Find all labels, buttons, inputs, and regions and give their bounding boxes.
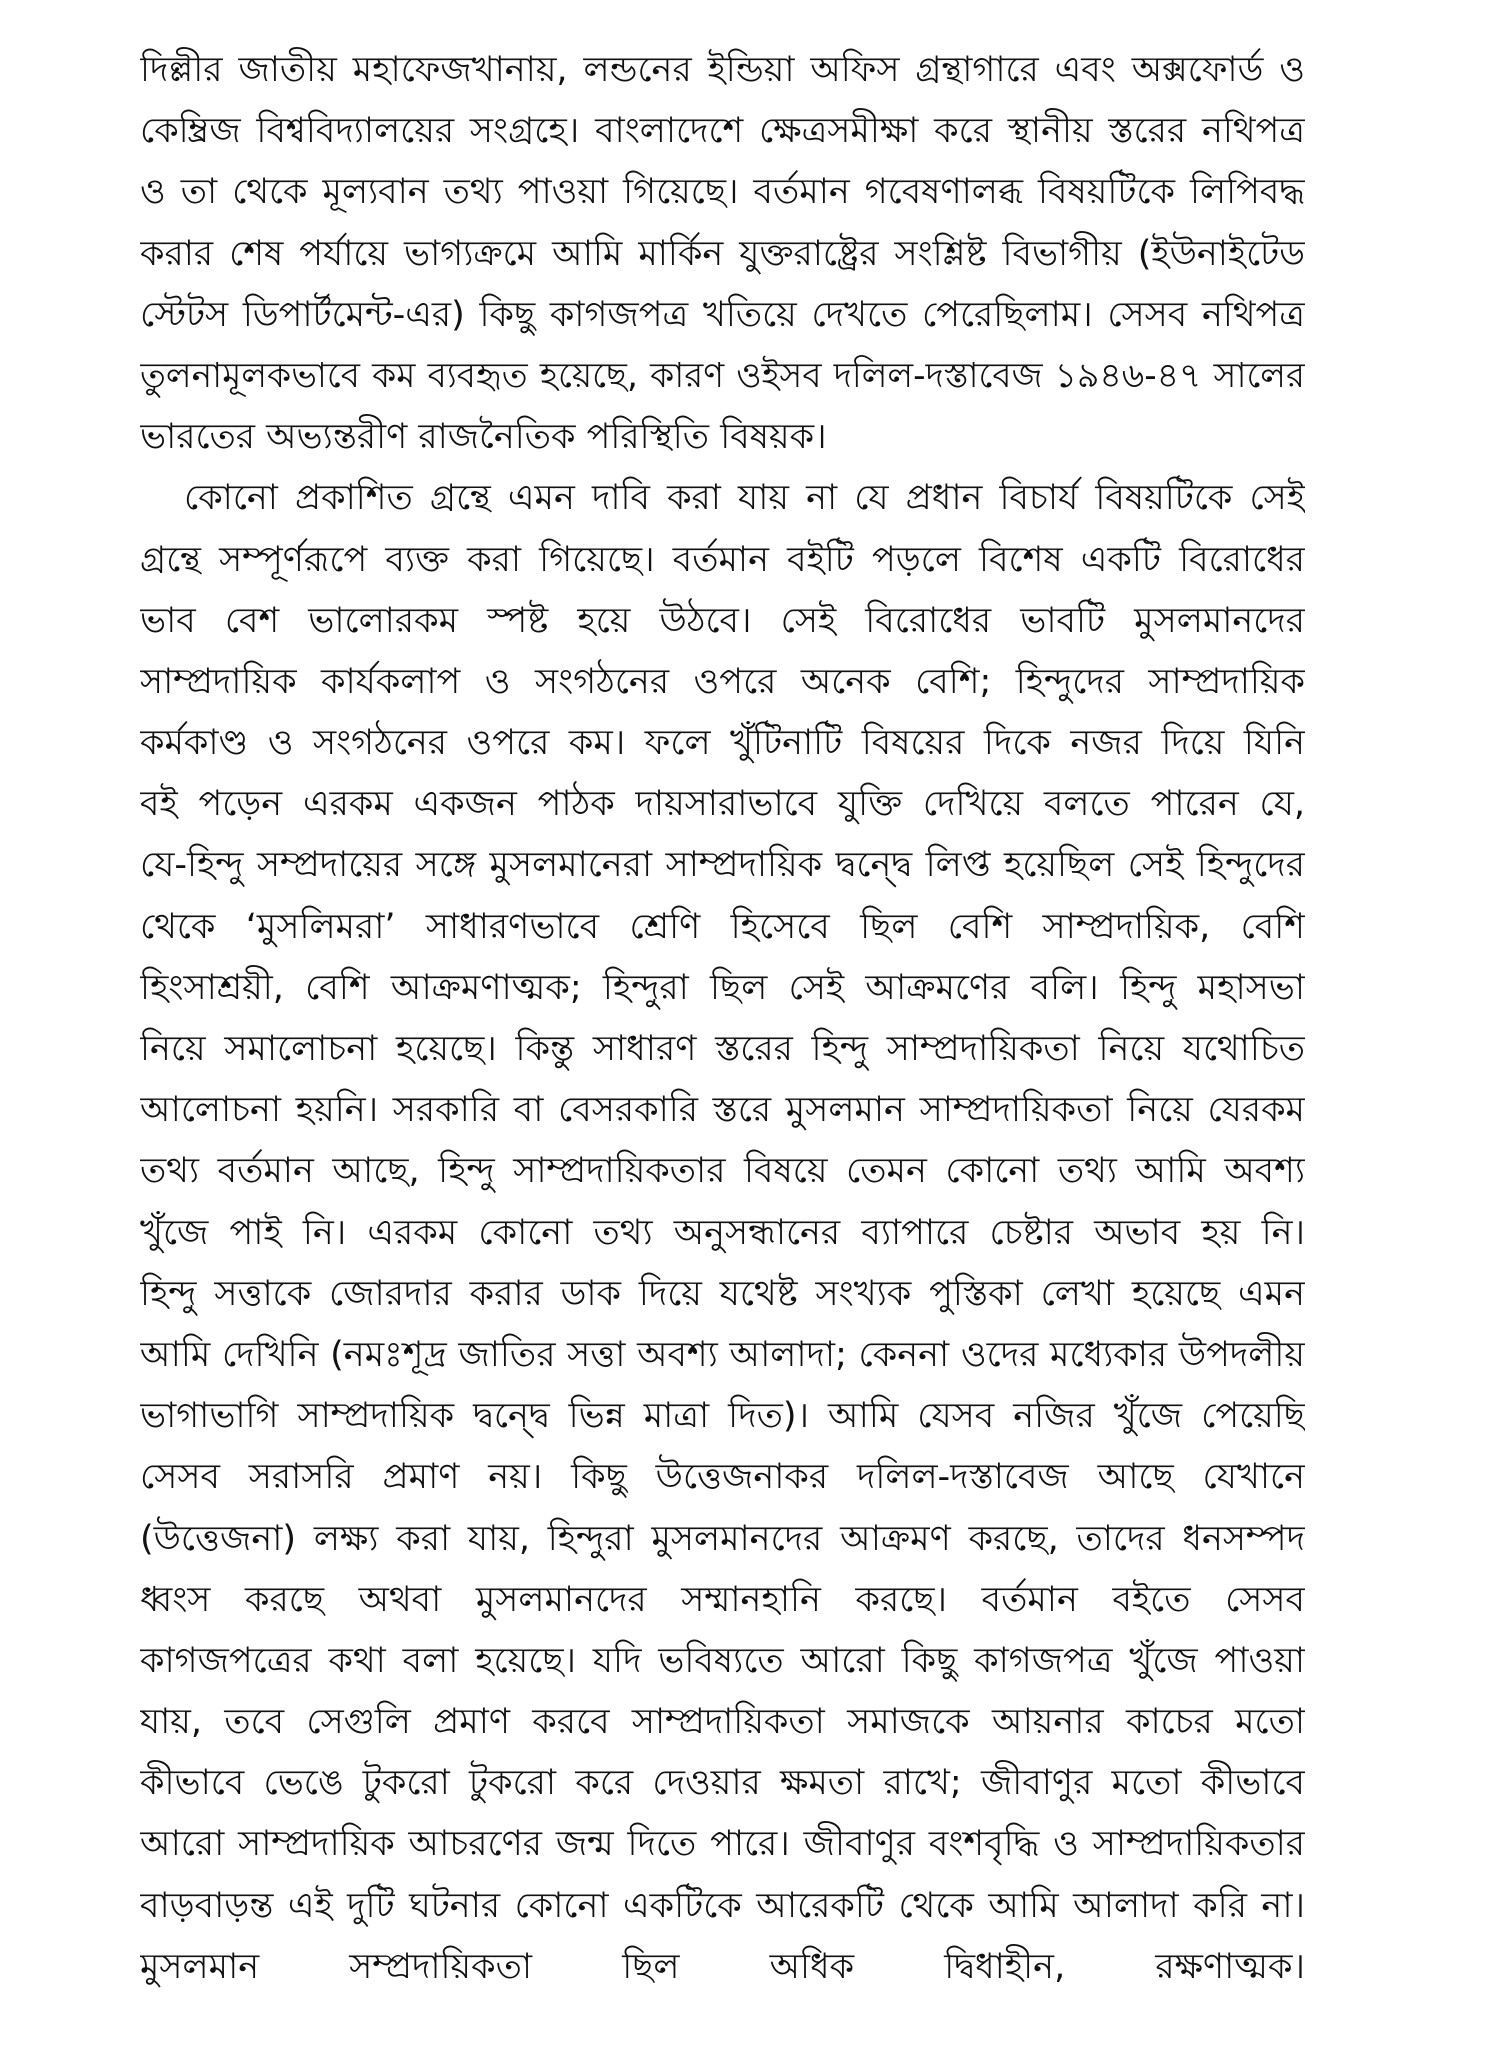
- text-line: গ্রন্থে সম্পূর্ণরূপে ব্যক্ত করা গিয়েছে। বর্তমান বইটি পড়লে বিশেষ একটি বিরোধের: [140, 539, 1305, 580]
- text-line: কেম্ব্রিজ বিশ্ববিদ্যালয়ের সংগ্রহে। বাংলাদেশে ক্ষেত্রসমীক্ষা করে স্থানীয় স্তরের নথিপত্র: [140, 111, 1305, 152]
- text-line: হিন্দু সত্তাকে জোরদার করার ডাক দিয়ে যথেষ্ট সংখ্যক পুস্তিকা লেখা হয়েছে এমন: [140, 1273, 1305, 1314]
- text-line: নিয়ে সমালোচনা হয়েছে। কিন্তু সাধারণ স্তরের হিন্দু সাম্প্রদায়িকতা নিয়ে যথোচিত: [140, 1029, 1305, 1069]
- text-line: যায়, তবে সেগুলি প্রমাণ করবে সাম্প্রদায়িকতা সমাজকে আয়নার কাচের মতো: [140, 1702, 1305, 1743]
- text-line: সেসব সরাসরি প্রমাণ নয়। কিছু উত্তেজনাকর দলিল-দস্তাবেজ আছে যেখানে: [140, 1457, 1305, 1498]
- text-line: দিল্লীর জাতীয় মহাফেজখানায়, লন্ডনের ইন্ডিয়া অফিস গ্রন্থাগারে এবং অক্সফোর্ড ও: [140, 50, 1305, 90]
- text-line: তথ্য বর্তমান আছে, হিন্দু সাম্প্রদায়িকতার বিষয়ে তেমন কোনো তথ্য আমি অবশ্য: [140, 1151, 1305, 1192]
- text-line: আমি দেখিনি (নমঃশূদ্র জাতির সত্তা অবশ্য আলাদা; কেননা ওদের মধ্যেকার উপদলীয়: [140, 1334, 1305, 1375]
- text-line: স্টেটস ডিপার্টমেন্ট-এর) কিছু কাগজপত্র খতিয়ে দেখতে পেরেছিলাম। সেসব নথিপত্র: [140, 294, 1305, 335]
- text-line: বই পড়েন এরকম একজন পাঠক দায়সারাভাবে যুক্তি দেখিয়ে বলতে পারেন যে,: [140, 784, 1305, 825]
- text-line: ভারতের অভ্যন্তরীণ রাজনৈতিক পরিস্থিতি বিষয়ক।: [140, 417, 827, 458]
- text-line: আরো সাম্প্রদায়িক আচরণের জন্ম দিতে পারে। জীবাণুর বংশবৃদ্ধি ও সাম্প্রদায়িকতার: [140, 1824, 1305, 1865]
- paragraph-2: [140, 468, 1305, 2059]
- body-text: [140, 40, 1305, 2059]
- paragraph-1: [140, 40, 1305, 468]
- text-line: থেকে ‘মুসলিমরা’ সাধারণভাবে শ্রেণি হিসেবে ছিল বেশি সাম্প্রদায়িক, বেশি: [140, 906, 1305, 947]
- text-line: [140, 1998, 1305, 2059]
- text-line: হিংসাশ্রয়ী, বেশি আক্রমণাত্মক; হিন্দুরা ছিল সেই আক্রমণের বলি। হিন্দু মহাসভা: [140, 967, 1305, 1008]
- text-line: ভাগাভাগি সাম্প্রদায়িক দ্বন্দ্বে ভিন্ন মাত্রা দিত)। আমি যেসব নজির খুঁজে পেয়েছি: [140, 1396, 1305, 1437]
- text-line: (উত্তেজনা) লক্ষ্য করা যায়, হিন্দুরা মুসলমানদের আক্রমণ করছে, তাদের ধনসম্পদ: [140, 1518, 1305, 1559]
- text-line: খুঁজে পাই নি। এরকম কোনো তথ্য অনুসন্ধানের ব্যাপারে চেষ্টার অভাব হয় নি।: [140, 1212, 1305, 1253]
- text-line: ভাব বেশ ভালোরকম স্পষ্ট হয়ে উঠবে। সেই বিরোধের ভাবটি মুসলমানদের: [140, 600, 1305, 641]
- text-line: আলোচনা হয়নি। সরকারি বা বেসরকারি স্তরে মুসলমান সাম্প্রদায়িকতা নিয়ে যেরকম: [140, 1090, 1305, 1131]
- text-line: মুসলমান সম্প্রদায়িকতা ছিল অধিক দ্বিধাহীন, রক্ষণাত্মক।: [140, 1946, 1305, 1987]
- text-line: করার শেষ পর্যায়ে ভাগ্যক্রমে আমি মার্কিন যুক্তরাষ্ট্রের সংশ্লিষ্ট বিভাগীয় (ইউনাইটেড: [140, 233, 1305, 274]
- text-line: কোনো প্রকাশিত গ্রন্থে এমন দাবি করা যায় না যে প্রধান বিচার্য বিষয়টিকে সেই: [184, 478, 1305, 519]
- text-line: সাম্প্রদায়িক কার্যকলাপ ও সংগঠনের ওপরে অনেক বেশি; হিন্দুদের সাম্প্রদায়িক: [140, 661, 1305, 702]
- text-line: যে-হিন্দু সম্প্রদায়ের সঙ্গে মুসলমানেরা সাম্প্রদায়িক দ্বন্দ্বে লিপ্ত হয়েছিল সেই হিন্দুদের: [140, 845, 1305, 886]
- text-line: তুলনামূলকভাবে কম ব্যবহৃত হয়েছে, কারণ ওইসব দলিল-দস্তাবেজ ১৯৪৬-৪৭ সালের: [140, 355, 1305, 396]
- text-line: কীভাবে ভেঙে টুকরো টুকরো করে দেওয়ার ক্ষমতা রাখে; জীবাণুর মতো কীভাবে: [140, 1763, 1305, 1804]
- text-line: ধ্বংস করছে অথবা মুসলমানদের সম্মানহানি করছে। বর্তমান বইতে সেসব: [140, 1579, 1305, 1620]
- text-line: কাগজপত্রের কথা বলা হয়েছে। যদি ভবিষ্যতে আরো কিছু কাগজপত্র খুঁজে পাওয়া: [140, 1640, 1305, 1681]
- text-line: ও তা থেকে মূল্যবান তথ্য পাওয়া গিয়েছে। বর্তমান গবেষণালব্ধ বিষয়টিকে লিপিবদ্ধ: [140, 172, 1305, 213]
- text-line: কর্মকাণ্ড ও সংগঠনের ওপরে কম। ফলে খুঁটিনাটি বিষয়ের দিকে নজর দিয়ে যিনি: [140, 723, 1305, 764]
- text-line: বাড়বাড়ন্ত এই দুটি ঘটনার কোনো একটিকে আরেকটি থেকে আমি আলাদা করি না।: [140, 1885, 1305, 1926]
